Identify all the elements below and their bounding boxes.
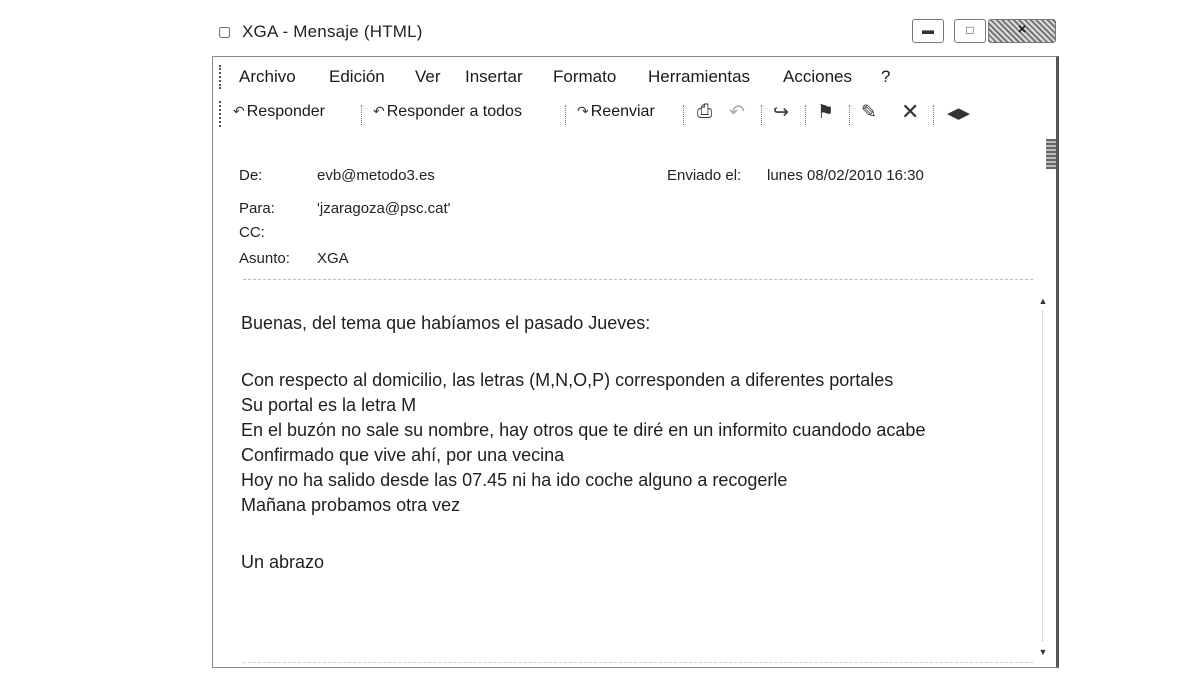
reply-label: Responder — [246, 103, 326, 120]
message-line: Confirmado que vive ahí, por una vecina — [241, 445, 565, 465]
delete-icon[interactable]: ✕ — [901, 99, 920, 124]
scroll-up-icon[interactable]: ▲ — [1038, 296, 1048, 306]
menu-ver[interactable]: Ver — [415, 67, 441, 86]
message-window — [212, 10, 1058, 670]
message-line: En el buzón no sale su nombre, hay otros que te diré en un informito cuandodo acabe — [241, 420, 926, 440]
undo-icon[interactable]: ↶ — [729, 102, 745, 123]
forward-icon: ↷ — [577, 103, 589, 119]
menu-archivo[interactable]: Archivo — [239, 67, 296, 86]
to-value[interactable]: 'jzaragoza@psc.cat' — [317, 200, 451, 217]
toolbar-separator — [683, 105, 685, 125]
cc-label: CC: — [239, 224, 265, 241]
from-value[interactable]: evb@metodo3.es — [317, 167, 435, 184]
forward-button[interactable] — [577, 103, 655, 121]
toolbar-separator — [849, 105, 851, 125]
message-line: Su portal es la letra M — [241, 395, 417, 415]
message-headers — [213, 143, 1056, 273]
message-line: Mañana probamos otra vez — [241, 495, 461, 515]
toolbar-separator — [361, 105, 363, 125]
subject-value: XGA — [317, 250, 349, 267]
reply-all-icon: ↶ — [373, 103, 385, 119]
print-icon[interactable]: ⎙ — [697, 101, 713, 122]
vertical-scrollbar[interactable] — [1038, 297, 1048, 657]
toolbar — [213, 95, 1056, 133]
message-text — [241, 311, 1011, 575]
forward-label: Reenviar — [590, 103, 655, 120]
header-divider — [243, 279, 1033, 280]
body-bottom-border — [243, 662, 1033, 663]
toolbar-separator — [805, 105, 807, 125]
message-greeting: Buenas, del tema que habíamos el pasado Jueves: — [241, 313, 651, 333]
menu-herramientas[interactable]: Herramientas — [648, 67, 751, 86]
toolbar-separator — [565, 105, 567, 125]
menu-edicion[interactable]: Edición — [329, 67, 385, 86]
message-body[interactable] — [213, 289, 1056, 665]
categorize-icon[interactable]: ✎ — [861, 102, 877, 123]
scroll-down-icon[interactable]: ▼ — [1038, 647, 1048, 657]
message-frame — [212, 56, 1059, 668]
close-window-button[interactable]: ✕ — [988, 19, 1056, 43]
sent-label: Enviado el: — [667, 167, 742, 184]
toolbar-separator — [761, 105, 763, 125]
reply-icon: ↶ — [233, 103, 245, 119]
message-closing: Un abrazo — [241, 552, 325, 572]
menu-help[interactable]: ? — [881, 67, 891, 86]
to-label: Para: — [239, 200, 275, 217]
minimize-button[interactable]: ▬ — [912, 19, 944, 43]
title-bar — [212, 10, 1058, 54]
menu-bar — [213, 57, 1056, 95]
message-line: Con respecto al domicilio, las letras (M,N,O,P) corresponden a diferentes portales — [241, 370, 894, 390]
previous-next-icon[interactable]: ◀▶ — [947, 105, 971, 122]
sent-value: lunes 08/02/2010 16:30 — [767, 167, 924, 184]
menu-insertar[interactable]: Insertar — [465, 67, 523, 86]
follow-up-flag-icon[interactable]: ⚑ — [817, 102, 835, 123]
move-to-folder-icon[interactable]: ↪ — [773, 102, 789, 123]
menu-formato[interactable]: Formato — [553, 67, 617, 86]
mail-document-icon: ▢ — [218, 23, 232, 39]
scroll-track[interactable] — [1042, 311, 1043, 641]
menu-grip-handle[interactable] — [219, 65, 224, 89]
reply-all-button[interactable] — [373, 103, 522, 121]
message-line: Hoy no ha salido desde las 07.45 ni ha ido coche alguno a recogerle — [241, 470, 788, 490]
menu-acciones[interactable]: Acciones — [783, 67, 852, 86]
toolbar-grip-handle[interactable] — [219, 101, 224, 127]
subject-label: Asunto: — [239, 250, 290, 267]
from-label: De: — [239, 167, 263, 184]
reply-button[interactable] — [233, 103, 325, 121]
maximize-button[interactable]: □ — [954, 19, 986, 43]
window-title: XGA - Mensaje (HTML) — [242, 22, 423, 41]
reply-all-label: Responder a todos — [386, 103, 522, 120]
toolbar-separator — [933, 105, 935, 125]
